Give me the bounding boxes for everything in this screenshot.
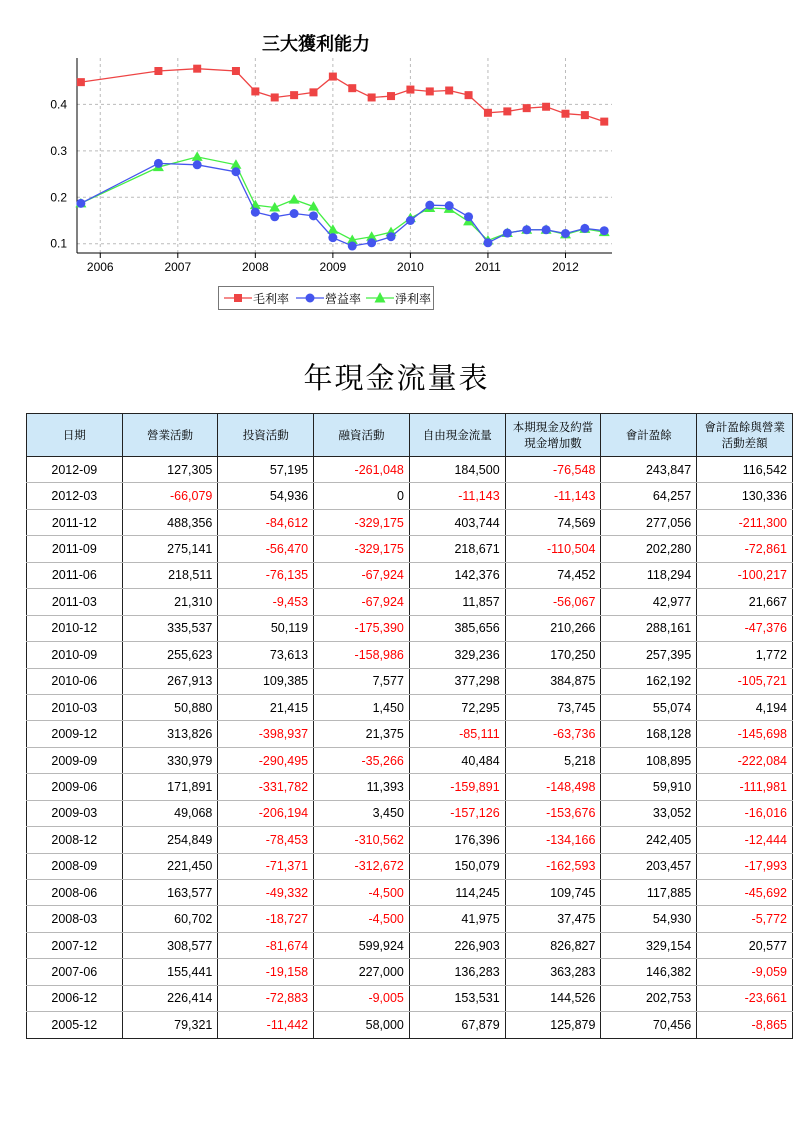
data-point <box>542 225 551 234</box>
value-cell: 275,141 <box>122 536 218 562</box>
data-point <box>231 167 240 176</box>
data-point <box>561 110 569 118</box>
data-point <box>251 87 259 95</box>
data-point <box>445 201 454 210</box>
date-cell: 2011-09 <box>27 536 123 562</box>
data-point <box>193 160 202 169</box>
value-cell: 203,457 <box>601 853 697 879</box>
value-cell: -222,084 <box>697 747 793 773</box>
value-cell: 227,000 <box>314 959 410 985</box>
date-cell: 2008-06 <box>27 880 123 906</box>
y-tick-label: 0.1 <box>50 236 67 251</box>
value-cell: -19,158 <box>218 959 314 985</box>
value-cell: 118,294 <box>601 562 697 588</box>
value-cell: 202,280 <box>601 536 697 562</box>
column-header: 會計盈餘與營業 活動差額 <box>697 414 793 457</box>
value-cell: 40,484 <box>409 747 505 773</box>
data-point <box>290 209 299 218</box>
data-point <box>154 67 162 75</box>
data-point <box>426 87 434 95</box>
value-cell: -159,891 <box>409 774 505 800</box>
date-cell: 2009-03 <box>27 800 123 826</box>
table-row <box>27 1012 793 1038</box>
value-cell: 136,283 <box>409 959 505 985</box>
value-cell: -310,562 <box>314 827 410 853</box>
data-point <box>289 194 300 204</box>
value-cell: 202,753 <box>601 985 697 1011</box>
value-cell: -76,548 <box>505 457 601 483</box>
column-header: 日期 <box>27 414 123 457</box>
value-cell: -398,937 <box>218 721 314 747</box>
legend-label: 毛利率 <box>253 291 290 306</box>
data-point <box>192 151 203 161</box>
value-cell: 74,569 <box>505 509 601 535</box>
date-cell: 2005-12 <box>27 1012 123 1038</box>
value-cell: 49,068 <box>122 800 218 826</box>
date-cell: 2010-09 <box>27 642 123 668</box>
value-cell: -211,300 <box>697 509 793 535</box>
date-cell: 2011-03 <box>27 589 123 615</box>
date-cell: 2008-03 <box>27 906 123 932</box>
value-cell: -72,883 <box>218 985 314 1011</box>
value-cell: -35,266 <box>314 747 410 773</box>
value-cell: 226,903 <box>409 932 505 958</box>
data-point <box>251 208 260 217</box>
table-row <box>27 932 793 958</box>
table-header-row <box>27 414 793 457</box>
value-cell: 162,192 <box>601 668 697 694</box>
date-cell: 2012-09 <box>27 457 123 483</box>
value-cell: 163,577 <box>122 880 218 906</box>
value-cell: 109,385 <box>218 668 314 694</box>
value-cell: 11,393 <box>314 774 410 800</box>
value-cell: -18,727 <box>218 906 314 932</box>
value-cell: -9,005 <box>314 985 410 1011</box>
data-point <box>484 109 492 117</box>
data-point <box>271 93 279 101</box>
value-cell: 3,450 <box>314 800 410 826</box>
value-cell: 257,395 <box>601 642 697 668</box>
value-cell: -81,674 <box>218 932 314 958</box>
value-cell: 11,857 <box>409 589 505 615</box>
date-cell: 2010-06 <box>27 668 123 694</box>
value-cell: -175,390 <box>314 615 410 641</box>
value-cell: -100,217 <box>697 562 793 588</box>
value-cell: -148,498 <box>505 774 601 800</box>
value-cell: 313,826 <box>122 721 218 747</box>
table-row <box>27 483 793 509</box>
value-cell: 54,936 <box>218 483 314 509</box>
table-row <box>27 509 793 535</box>
value-cell: 79,321 <box>122 1012 218 1038</box>
value-cell: -157,126 <box>409 800 505 826</box>
y-tick-label: 0.3 <box>50 143 67 158</box>
data-point <box>290 91 298 99</box>
value-cell: -4,500 <box>314 880 410 906</box>
value-cell: -66,079 <box>122 483 218 509</box>
value-cell: -162,593 <box>505 853 601 879</box>
value-cell: 0 <box>314 483 410 509</box>
data-point <box>523 104 531 112</box>
data-point <box>503 107 511 115</box>
series-line <box>81 69 604 122</box>
value-cell: 74,452 <box>505 562 601 588</box>
value-cell: -145,698 <box>697 721 793 747</box>
value-cell: 58,000 <box>314 1012 410 1038</box>
value-cell: 21,415 <box>218 694 314 720</box>
date-cell: 2009-06 <box>27 774 123 800</box>
value-cell: -56,067 <box>505 589 601 615</box>
value-cell: 308,577 <box>122 932 218 958</box>
date-cell: 2007-06 <box>27 959 123 985</box>
value-cell: 385,656 <box>409 615 505 641</box>
value-cell: 330,979 <box>122 747 218 773</box>
value-cell: -9,059 <box>697 959 793 985</box>
table-row <box>27 694 793 720</box>
value-cell: -72,861 <box>697 536 793 562</box>
value-cell: -5,772 <box>697 906 793 932</box>
date-cell: 2010-12 <box>27 615 123 641</box>
value-cell: 218,511 <box>122 562 218 588</box>
value-cell: -23,661 <box>697 985 793 1011</box>
data-point <box>406 216 415 225</box>
value-cell: 384,875 <box>505 668 601 694</box>
value-cell: -67,924 <box>314 562 410 588</box>
data-point <box>464 212 473 221</box>
chart-legend <box>218 286 434 310</box>
value-cell: 168,128 <box>601 721 697 747</box>
date-cell: 2006-12 <box>27 985 123 1011</box>
value-cell: 254,849 <box>122 827 218 853</box>
value-cell: 55,074 <box>601 694 697 720</box>
date-cell: 2007-12 <box>27 932 123 958</box>
data-point <box>387 92 395 100</box>
value-cell: 150,079 <box>409 853 505 879</box>
value-cell: 242,405 <box>601 827 697 853</box>
value-cell: 21,310 <box>122 589 218 615</box>
value-cell: -105,721 <box>697 668 793 694</box>
value-cell: 1,450 <box>314 694 410 720</box>
value-cell: -4,500 <box>314 906 410 932</box>
value-cell: -329,175 <box>314 536 410 562</box>
value-cell: -110,504 <box>505 536 601 562</box>
data-point <box>232 67 240 75</box>
data-point <box>445 87 453 95</box>
value-cell: 127,305 <box>122 457 218 483</box>
value-cell: -11,143 <box>409 483 505 509</box>
value-cell: 70,456 <box>601 1012 697 1038</box>
value-cell: 57,195 <box>218 457 314 483</box>
table-row <box>27 774 793 800</box>
value-cell: -9,453 <box>218 589 314 615</box>
value-cell: -84,612 <box>218 509 314 535</box>
date-cell: 2008-09 <box>27 853 123 879</box>
x-tick-label: 2012 <box>552 260 579 274</box>
data-point <box>425 201 434 210</box>
value-cell: 60,702 <box>122 906 218 932</box>
legend-label: 營益率 <box>325 291 362 306</box>
date-cell: 2012-03 <box>27 483 123 509</box>
data-point <box>328 233 337 242</box>
table-row <box>27 457 793 483</box>
column-header: 會計盈餘 <box>601 414 697 457</box>
data-point <box>348 84 356 92</box>
value-cell: -78,453 <box>218 827 314 853</box>
data-point <box>483 238 492 247</box>
value-cell: 109,745 <box>505 880 601 906</box>
data-point <box>368 93 376 101</box>
value-cell: 329,154 <box>601 932 697 958</box>
table-row <box>27 959 793 985</box>
value-cell: 50,119 <box>218 615 314 641</box>
data-point <box>387 232 396 241</box>
value-cell: 171,891 <box>122 774 218 800</box>
value-cell: 67,879 <box>409 1012 505 1038</box>
x-tick-label: 2007 <box>164 260 192 274</box>
value-cell: 329,236 <box>409 642 505 668</box>
triangle-marker-icon <box>365 291 395 305</box>
value-cell: -206,194 <box>218 800 314 826</box>
value-cell: 277,056 <box>601 509 697 535</box>
x-tick-label: 2011 <box>475 260 501 274</box>
date-cell: 2009-09 <box>27 747 123 773</box>
value-cell: 50,880 <box>122 694 218 720</box>
data-point <box>561 229 570 238</box>
date-cell: 2010-03 <box>27 694 123 720</box>
value-cell: 33,052 <box>601 800 697 826</box>
value-cell: 363,283 <box>505 959 601 985</box>
table-row <box>27 985 793 1011</box>
data-point <box>581 111 589 119</box>
table-row <box>27 721 793 747</box>
table-row <box>27 906 793 932</box>
value-cell: 210,266 <box>505 615 601 641</box>
data-point <box>406 86 414 94</box>
column-header: 投資活動 <box>218 414 314 457</box>
value-cell: 243,847 <box>601 457 697 483</box>
value-cell: -47,376 <box>697 615 793 641</box>
value-cell: -76,135 <box>218 562 314 588</box>
value-cell: -158,986 <box>314 642 410 668</box>
data-point <box>600 118 608 126</box>
data-point <box>348 242 357 251</box>
value-cell: -45,692 <box>697 880 793 906</box>
value-cell: 21,667 <box>697 589 793 615</box>
circle-marker-icon <box>295 291 325 305</box>
value-cell: 488,356 <box>122 509 218 535</box>
value-cell: 335,537 <box>122 615 218 641</box>
value-cell: -56,470 <box>218 536 314 562</box>
value-cell: 21,375 <box>314 721 410 747</box>
table-row <box>27 589 793 615</box>
x-tick-label: 2008 <box>241 260 269 274</box>
value-cell: 7,577 <box>314 668 410 694</box>
value-cell: 144,526 <box>505 985 601 1011</box>
x-tick-label: 2006 <box>86 260 114 274</box>
value-cell: 54,930 <box>601 906 697 932</box>
value-cell: -17,993 <box>697 853 793 879</box>
value-cell: -63,736 <box>505 721 601 747</box>
value-cell: -153,676 <box>505 800 601 826</box>
value-cell: -11,442 <box>218 1012 314 1038</box>
profitability-chart <box>0 0 793 330</box>
data-point <box>503 229 512 238</box>
value-cell: 1,772 <box>697 642 793 668</box>
value-cell: -85,111 <box>409 721 505 747</box>
value-cell: -71,371 <box>218 853 314 879</box>
value-cell: -16,016 <box>697 800 793 826</box>
value-cell: 42,977 <box>601 589 697 615</box>
value-cell: 125,879 <box>505 1012 601 1038</box>
data-point <box>309 211 318 220</box>
legend-label: 淨利率 <box>395 291 432 306</box>
value-cell: -134,166 <box>505 827 601 853</box>
table-row <box>27 642 793 668</box>
column-header: 營業活動 <box>122 414 218 457</box>
value-cell: 72,295 <box>409 694 505 720</box>
value-cell: 599,924 <box>314 932 410 958</box>
data-point <box>542 103 550 111</box>
value-cell: 218,671 <box>409 536 505 562</box>
data-point <box>465 91 473 99</box>
value-cell: 64,257 <box>601 483 697 509</box>
table-row <box>27 668 793 694</box>
value-cell: 184,500 <box>409 457 505 483</box>
value-cell: 59,910 <box>601 774 697 800</box>
value-cell: -49,332 <box>218 880 314 906</box>
data-point <box>77 78 85 86</box>
data-point <box>367 238 376 247</box>
cash-flow-table <box>26 413 793 1039</box>
table-row <box>27 747 793 773</box>
value-cell: 155,441 <box>122 959 218 985</box>
data-point <box>309 88 317 96</box>
value-cell: -312,672 <box>314 853 410 879</box>
value-cell: 146,382 <box>601 959 697 985</box>
value-cell: 288,161 <box>601 615 697 641</box>
data-point <box>193 65 201 73</box>
value-cell: -111,981 <box>697 774 793 800</box>
value-cell: 176,396 <box>409 827 505 853</box>
value-cell: 20,577 <box>697 932 793 958</box>
value-cell: -261,048 <box>314 457 410 483</box>
table-title: 年現金流量表 <box>303 361 490 395</box>
table-row <box>27 562 793 588</box>
value-cell: 153,531 <box>409 985 505 1011</box>
value-cell: 130,336 <box>697 483 793 509</box>
value-cell: -331,782 <box>218 774 314 800</box>
value-cell: 826,827 <box>505 932 601 958</box>
legend-item <box>223 287 289 309</box>
data-point <box>329 73 337 81</box>
value-cell: 108,895 <box>601 747 697 773</box>
data-point <box>154 159 163 168</box>
data-point <box>76 199 85 208</box>
chart-plot <box>0 0 793 330</box>
table-row <box>27 615 793 641</box>
value-cell: 5,218 <box>505 747 601 773</box>
data-point <box>600 226 609 235</box>
value-cell: 73,613 <box>218 642 314 668</box>
value-cell: 114,245 <box>409 880 505 906</box>
value-cell: 403,744 <box>409 509 505 535</box>
table-row <box>27 853 793 879</box>
value-cell: -12,444 <box>697 827 793 853</box>
chart-title: 三大獲利能力 <box>262 34 370 55</box>
value-cell: 170,250 <box>505 642 601 668</box>
value-cell: 267,913 <box>122 668 218 694</box>
legend-item <box>295 287 361 309</box>
column-header: 自由現金流量 <box>409 414 505 457</box>
value-cell: 221,450 <box>122 853 218 879</box>
value-cell: 377,298 <box>409 668 505 694</box>
value-cell: 116,542 <box>697 457 793 483</box>
legend-item <box>365 287 431 309</box>
value-cell: 41,975 <box>409 906 505 932</box>
data-point <box>522 225 531 234</box>
value-cell: 142,376 <box>409 562 505 588</box>
column-header: 融資活動 <box>314 414 410 457</box>
x-tick-label: 2010 <box>397 260 424 274</box>
date-cell: 2009-12 <box>27 721 123 747</box>
data-point <box>270 212 279 221</box>
value-cell: -8,865 <box>697 1012 793 1038</box>
value-cell: -290,495 <box>218 747 314 773</box>
value-cell: 117,885 <box>601 880 697 906</box>
value-cell: 226,414 <box>122 985 218 1011</box>
value-cell: -329,175 <box>314 509 410 535</box>
value-cell: 73,745 <box>505 694 601 720</box>
date-cell: 2008-12 <box>27 827 123 853</box>
square-marker-icon <box>223 291 253 305</box>
table-row <box>27 800 793 826</box>
value-cell: -11,143 <box>505 483 601 509</box>
table-row <box>27 827 793 853</box>
data-point <box>580 224 589 233</box>
x-tick-label: 2009 <box>319 260 347 274</box>
value-cell: 255,623 <box>122 642 218 668</box>
date-cell: 2011-12 <box>27 509 123 535</box>
table-row <box>27 880 793 906</box>
y-tick-label: 0.2 <box>50 190 67 205</box>
value-cell: -67,924 <box>314 589 410 615</box>
date-cell: 2011-06 <box>27 562 123 588</box>
value-cell: 37,475 <box>505 906 601 932</box>
table-row <box>27 536 793 562</box>
column-header: 本期現金及約當 現金增加數 <box>505 414 601 457</box>
value-cell: 4,194 <box>697 694 793 720</box>
y-tick-label: 0.4 <box>50 97 67 112</box>
